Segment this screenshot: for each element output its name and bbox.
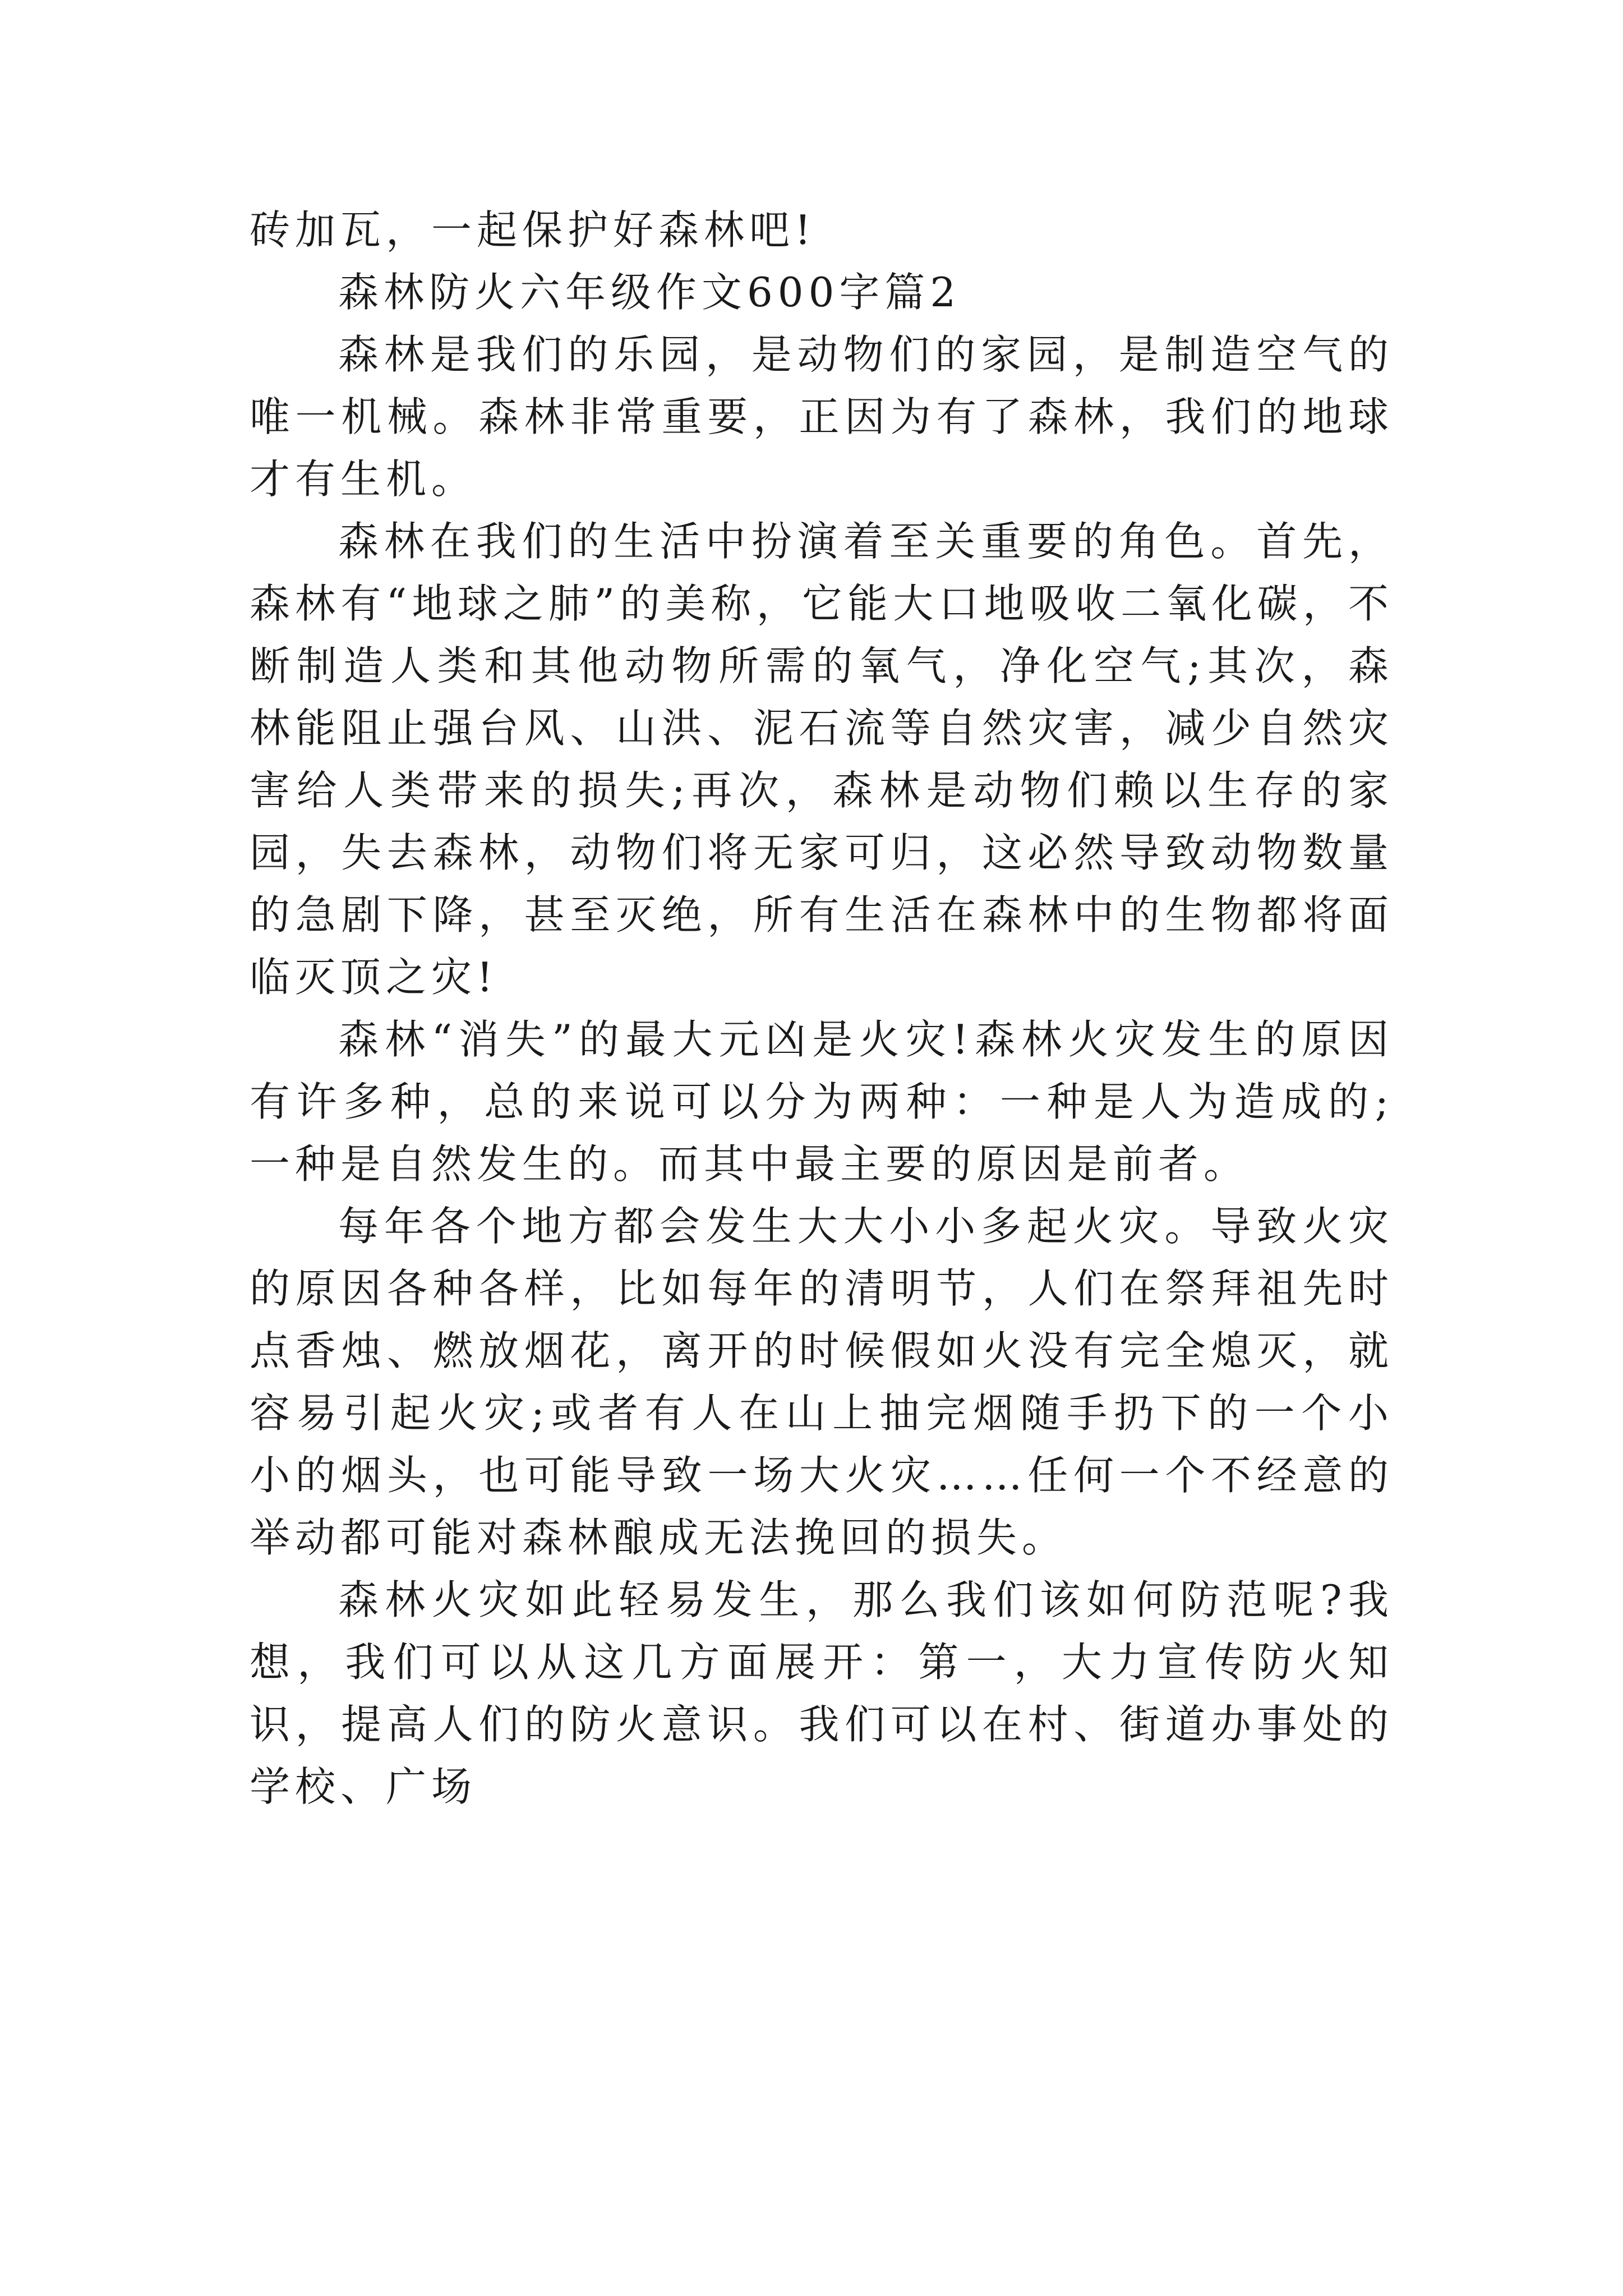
- paragraph-fire-causes: 森林“消失”的最大元凶是火灾!森林火灾发生的原因有许多种，总的来说可以分为两种：一种是人为造成的;一种是自然发生的。而其中最主要的原因是前者。: [250, 1016, 1394, 1188]
- section-title: 森林防火六年级作文600字篇2: [338, 269, 961, 316]
- paragraph-fire-examples: 每年各个地方都会发生大大小小多起火灾。导致火灾的原因各种各样，比如每年的清明节，人们在祭拜祖先时点香烛、燃放烟花，离开的时候假如火没有完全熄灭，就容易引起火灾;或者有人在山上抽完烟随手扔下的一个小小的烟头，也可能导致一场大火灾……任何一个不经意的举动都可能对森林酿成无法挽回的损失。: [250, 1203, 1394, 1561]
- paragraph-prevention: 森林火灾如此轻易发生，那么我们该如何防范呢?我想，我们可以从这几方面展开：第一，大力宣传防火知识，提高人们的防火意识。我们可以在村、街道办事处的学校、广场: [250, 1576, 1394, 1810]
- document-body: [250, 199, 1394, 1818]
- paragraph-forest-role: 森林在我们的生活中扮演着至关重要的角色。首先，森林有“地球之肺”的美称，它能大口地吸收二氧化碳，不断制造人类和其他动物所需的氧气，净化空气;其次，森林能阻止强台风、山洪、泥石流等自然灾害，减少自然灾害给人类带来的损失;再次，森林是动物们赖以生存的家园，失去森林，动物们将无家可归，这必然导致动物数量的急剧下降，甚至灭绝，所有生活在森林中的生物都将面临灭顶之灾!: [250, 518, 1394, 1001]
- paragraph-intro: 森林是我们的乐园，是动物们的家园，是制造空气的唯一机械。森林非常重要，正因为有了森林，我们的地球才有生机。: [250, 331, 1394, 503]
- opening-line: 砖加瓦，一起保护好森林吧!: [250, 206, 816, 254]
